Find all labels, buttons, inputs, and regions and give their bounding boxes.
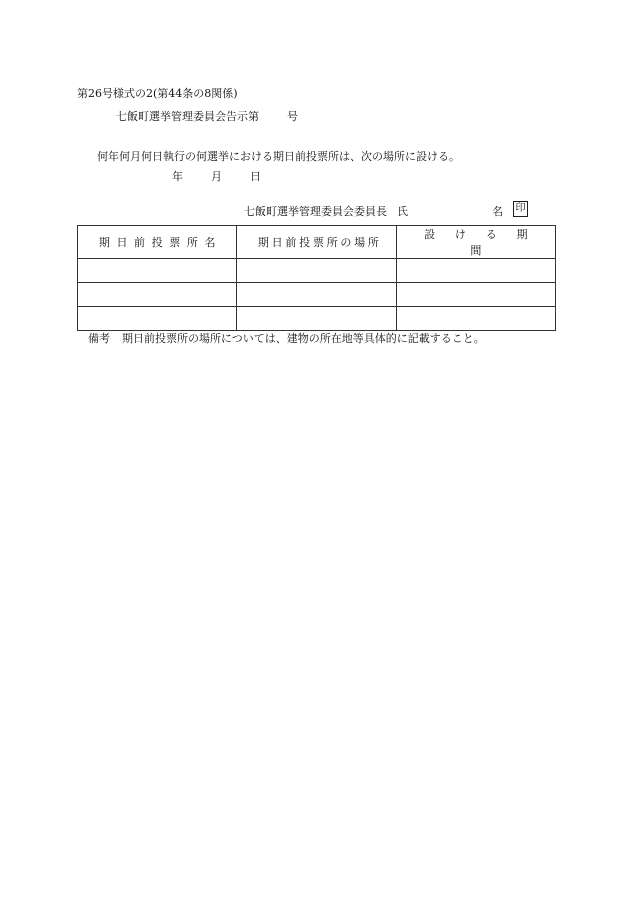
table-cell[interactable] (78, 259, 237, 283)
table-cell[interactable] (78, 283, 237, 307)
notice-title-text: 七飯町選挙管理委員会告示第 (116, 110, 259, 123)
table-header-row (78, 226, 556, 259)
polling-station-table (77, 225, 556, 331)
table-cell[interactable] (396, 307, 555, 331)
header-station-name: 期日前投票所名 (78, 226, 237, 259)
table-cell[interactable] (237, 259, 396, 283)
notice-title (116, 108, 298, 124)
date-day-label: 日 (250, 170, 261, 183)
header-station-location: 期日前投票所の場所 (237, 226, 396, 259)
remarks-text: 期日前投票所の場所については、建物の所在地等具体的に記載すること。 (122, 332, 485, 345)
table-row (78, 259, 556, 283)
signer-shi-label: 氏 (397, 205, 408, 218)
signer-line (244, 203, 526, 219)
table-cell[interactable] (237, 283, 396, 307)
table-cell[interactable] (78, 307, 237, 331)
notice-body-text: 何年何月何日執行の何選挙における期日前投票所は、次の場所に設ける。 (97, 150, 460, 163)
signer-title: 七飯町選挙管理委員会委員長 (244, 205, 387, 218)
date-line (172, 168, 261, 184)
seal-mark: 印 (513, 201, 528, 217)
date-year-label: 年 (172, 170, 183, 183)
date-month-label: 月 (211, 170, 222, 183)
signer-mei-label: 名 (492, 205, 503, 218)
table-cell[interactable] (237, 307, 396, 331)
notice-number-suffix: 号 (287, 110, 298, 123)
remarks-label: 備考 (88, 332, 110, 345)
table-cell[interactable] (396, 283, 555, 307)
header-period: 設ける期間 (396, 226, 555, 259)
table-row (78, 307, 556, 331)
form-identifier: 第26号様式の2(第44条の8関係) (77, 87, 238, 100)
table-cell[interactable] (396, 259, 555, 283)
table-row (78, 283, 556, 307)
remarks-note (88, 330, 485, 346)
